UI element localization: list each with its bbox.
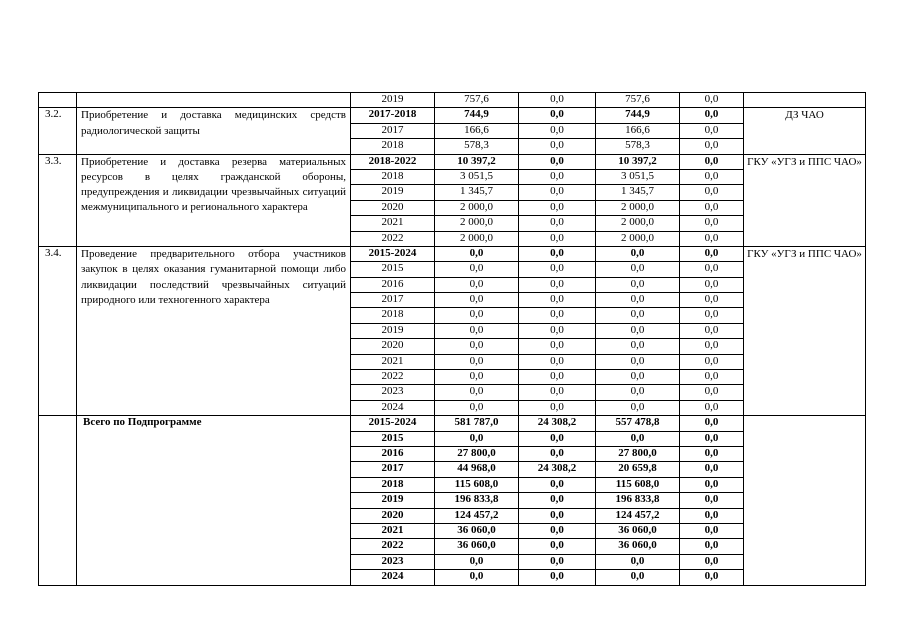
year-cell: 2017	[351, 293, 435, 308]
total-amount-cell: 0,0	[435, 570, 519, 585]
district-budget-cell: 10 397,2	[596, 154, 680, 169]
year-cell: 2015-2024	[351, 416, 435, 431]
other-sources-cell: 0,0	[680, 277, 744, 292]
federal-budget-cell: 0,0	[519, 169, 596, 184]
year-cell: 2023	[351, 385, 435, 400]
other-sources-cell: 0,0	[680, 108, 744, 123]
executor-cell: ГКУ «УГЗ и ППС ЧАО»	[744, 246, 866, 415]
other-sources-cell: 0,0	[680, 446, 744, 461]
district-budget-cell: 578,3	[596, 139, 680, 154]
row-number-cell	[39, 93, 77, 108]
total-amount-cell: 0,0	[435, 431, 519, 446]
district-budget-cell: 0,0	[596, 339, 680, 354]
federal-budget-cell: 0,0	[519, 185, 596, 200]
year-cell: 2017	[351, 123, 435, 138]
other-sources-cell: 0,0	[680, 169, 744, 184]
other-sources-cell: 0,0	[680, 293, 744, 308]
description-cell	[77, 93, 351, 108]
total-amount-cell: 2 000,0	[435, 200, 519, 215]
other-sources-cell: 0,0	[680, 308, 744, 323]
district-budget-cell: 744,9	[596, 108, 680, 123]
total-amount-cell: 0,0	[435, 246, 519, 261]
federal-budget-cell: 0,0	[519, 385, 596, 400]
other-sources-cell: 0,0	[680, 216, 744, 231]
district-budget-cell: 2 000,0	[596, 216, 680, 231]
total-amount-cell: 166,6	[435, 123, 519, 138]
district-budget-cell: 0,0	[596, 323, 680, 338]
other-sources-cell: 0,0	[680, 339, 744, 354]
year-cell: 2017	[351, 462, 435, 477]
district-budget-cell: 0,0	[596, 262, 680, 277]
federal-budget-cell: 0,0	[519, 246, 596, 261]
federal-budget-cell: 0,0	[519, 570, 596, 585]
total-amount-cell: 0,0	[435, 400, 519, 415]
year-cell: 2021	[351, 523, 435, 538]
total-amount-cell: 0,0	[435, 554, 519, 569]
federal-budget-cell: 0,0	[519, 308, 596, 323]
federal-budget-cell: 0,0	[519, 231, 596, 246]
other-sources-cell: 0,0	[680, 416, 744, 431]
year-cell: 2020	[351, 508, 435, 523]
total-amount-cell: 2 000,0	[435, 216, 519, 231]
district-budget-cell: 0,0	[596, 431, 680, 446]
district-budget-cell: 1 345,7	[596, 185, 680, 200]
total-amount-cell: 124 457,2	[435, 508, 519, 523]
other-sources-cell: 0,0	[680, 385, 744, 400]
other-sources-cell: 0,0	[680, 123, 744, 138]
total-amount-cell: 44 968,0	[435, 462, 519, 477]
federal-budget-cell: 0,0	[519, 493, 596, 508]
district-budget-cell: 0,0	[596, 246, 680, 261]
description-cell: Проведение предварительного отбора участников закупок в целях оказания гуманитарной помощи либо ликвидации последствий чрезвычайных ситуаций природного или техногенного характера	[77, 246, 351, 415]
total-amount-cell: 1 345,7	[435, 185, 519, 200]
total-amount-cell: 744,9	[435, 108, 519, 123]
year-cell: 2015	[351, 262, 435, 277]
other-sources-cell: 0,0	[680, 139, 744, 154]
year-cell: 2023	[351, 554, 435, 569]
other-sources-cell: 0,0	[680, 246, 744, 261]
row-number-cell: 3.4.	[39, 246, 77, 415]
federal-budget-cell: 0,0	[519, 523, 596, 538]
total-amount-cell: 115 608,0	[435, 477, 519, 492]
federal-budget-cell: 0,0	[519, 262, 596, 277]
total-amount-cell: 0,0	[435, 262, 519, 277]
year-cell: 2020	[351, 339, 435, 354]
executor-cell: ГКУ «УГЗ и ППС ЧАО»	[744, 154, 866, 246]
district-budget-cell: 36 060,0	[596, 539, 680, 554]
other-sources-cell: 0,0	[680, 523, 744, 538]
executor-cell	[744, 93, 866, 108]
total-amount-cell: 0,0	[435, 277, 519, 292]
total-amount-cell: 3 051,5	[435, 169, 519, 184]
other-sources-cell: 0,0	[680, 400, 744, 415]
table-row	[39, 108, 866, 123]
federal-budget-cell: 24 308,2	[519, 462, 596, 477]
federal-budget-cell: 0,0	[519, 216, 596, 231]
year-cell: 2022	[351, 539, 435, 554]
district-budget-cell: 0,0	[596, 277, 680, 292]
table-row	[39, 154, 866, 169]
description-cell: Приобретение и доставка резерва материальных ресурсов в целях гражданской обороны, предупреждения и ликвидации чрезвычайных ситуаций межмуниципального и регионального характера	[77, 154, 351, 246]
row-number-cell	[39, 416, 77, 585]
district-budget-cell: 0,0	[596, 400, 680, 415]
federal-budget-cell: 0,0	[519, 323, 596, 338]
federal-budget-cell: 0,0	[519, 446, 596, 461]
year-cell: 2019	[351, 185, 435, 200]
year-cell: 2018	[351, 169, 435, 184]
district-budget-cell: 2 000,0	[596, 231, 680, 246]
other-sources-cell: 0,0	[680, 539, 744, 554]
total-amount-cell: 36 060,0	[435, 523, 519, 538]
district-budget-cell: 757,6	[596, 93, 680, 108]
other-sources-cell: 0,0	[680, 185, 744, 200]
total-amount-cell: 27 800,0	[435, 446, 519, 461]
district-budget-cell: 115 608,0	[596, 477, 680, 492]
other-sources-cell: 0,0	[680, 231, 744, 246]
other-sources-cell: 0,0	[680, 554, 744, 569]
year-cell: 2021	[351, 216, 435, 231]
total-row	[39, 416, 866, 431]
other-sources-cell: 0,0	[680, 431, 744, 446]
table-row	[39, 93, 866, 108]
other-sources-cell: 0,0	[680, 462, 744, 477]
district-budget-cell: 36 060,0	[596, 523, 680, 538]
year-cell: 2015	[351, 431, 435, 446]
total-amount-cell: 0,0	[435, 308, 519, 323]
district-budget-cell: 166,6	[596, 123, 680, 138]
year-cell: 2022	[351, 370, 435, 385]
federal-budget-cell: 0,0	[519, 108, 596, 123]
district-budget-cell: 0,0	[596, 370, 680, 385]
district-budget-cell: 124 457,2	[596, 508, 680, 523]
total-amount-cell: 196 833,8	[435, 493, 519, 508]
other-sources-cell: 0,0	[680, 200, 744, 215]
federal-budget-cell: 0,0	[519, 370, 596, 385]
year-cell: 2021	[351, 354, 435, 369]
other-sources-cell: 0,0	[680, 570, 744, 585]
total-amount-cell: 10 397,2	[435, 154, 519, 169]
district-budget-cell: 0,0	[596, 308, 680, 323]
district-budget-cell: 0,0	[596, 385, 680, 400]
program-table	[38, 92, 866, 586]
total-amount-cell: 2 000,0	[435, 231, 519, 246]
other-sources-cell: 0,0	[680, 262, 744, 277]
description-cell: Приобретение и доставка медицинских средств радиологической защиты	[77, 108, 351, 154]
other-sources-cell: 0,0	[680, 477, 744, 492]
total-amount-cell: 578,3	[435, 139, 519, 154]
district-budget-cell: 3 051,5	[596, 169, 680, 184]
year-cell: 2022	[351, 231, 435, 246]
total-amount-cell: 0,0	[435, 370, 519, 385]
year-cell: 2016	[351, 446, 435, 461]
table-row	[39, 246, 866, 261]
total-amount-cell: 36 060,0	[435, 539, 519, 554]
federal-budget-cell: 0,0	[519, 539, 596, 554]
other-sources-cell: 0,0	[680, 154, 744, 169]
federal-budget-cell: 0,0	[519, 123, 596, 138]
total-amount-cell: 0,0	[435, 339, 519, 354]
total-amount-cell: 0,0	[435, 354, 519, 369]
federal-budget-cell: 0,0	[519, 293, 596, 308]
federal-budget-cell: 0,0	[519, 200, 596, 215]
federal-budget-cell: 0,0	[519, 139, 596, 154]
district-budget-cell: 557 478,8	[596, 416, 680, 431]
total-amount-cell: 757,6	[435, 93, 519, 108]
federal-budget-cell: 0,0	[519, 339, 596, 354]
other-sources-cell: 0,0	[680, 508, 744, 523]
federal-budget-cell: 0,0	[519, 93, 596, 108]
federal-budget-cell: 24 308,2	[519, 416, 596, 431]
district-budget-cell: 27 800,0	[596, 446, 680, 461]
year-cell: 2018	[351, 139, 435, 154]
executor-cell	[744, 416, 866, 585]
other-sources-cell: 0,0	[680, 370, 744, 385]
other-sources-cell: 0,0	[680, 493, 744, 508]
district-budget-cell: 0,0	[596, 554, 680, 569]
federal-budget-cell: 0,0	[519, 508, 596, 523]
row-number-cell: 3.3.	[39, 154, 77, 246]
year-cell: 2018	[351, 308, 435, 323]
executor-cell: ДЗ ЧАО	[744, 108, 866, 154]
year-cell: 2018	[351, 477, 435, 492]
total-amount-cell: 0,0	[435, 323, 519, 338]
year-cell: 2016	[351, 277, 435, 292]
year-cell: 2024	[351, 570, 435, 585]
federal-budget-cell: 0,0	[519, 277, 596, 292]
year-cell: 2017-2018	[351, 108, 435, 123]
row-number-cell: 3.2.	[39, 108, 77, 154]
year-cell: 2015-2024	[351, 246, 435, 261]
district-budget-cell: 2 000,0	[596, 200, 680, 215]
federal-budget-cell: 0,0	[519, 554, 596, 569]
total-amount-cell: 581 787,0	[435, 416, 519, 431]
year-cell: 2020	[351, 200, 435, 215]
total-amount-cell: 0,0	[435, 385, 519, 400]
federal-budget-cell: 0,0	[519, 154, 596, 169]
other-sources-cell: 0,0	[680, 93, 744, 108]
other-sources-cell: 0,0	[680, 354, 744, 369]
federal-budget-cell: 0,0	[519, 431, 596, 446]
year-cell: 2019	[351, 323, 435, 338]
year-cell: 2019	[351, 93, 435, 108]
district-budget-cell: 20 659,8	[596, 462, 680, 477]
district-budget-cell: 0,0	[596, 354, 680, 369]
year-cell: 2024	[351, 400, 435, 415]
district-budget-cell: 0,0	[596, 293, 680, 308]
district-budget-cell: 0,0	[596, 570, 680, 585]
year-cell: 2019	[351, 493, 435, 508]
total-title-cell: Всего по Подпрограмме	[77, 416, 351, 585]
federal-budget-cell: 0,0	[519, 354, 596, 369]
district-budget-cell: 196 833,8	[596, 493, 680, 508]
total-amount-cell: 0,0	[435, 293, 519, 308]
year-cell: 2018-2022	[351, 154, 435, 169]
federal-budget-cell: 0,0	[519, 477, 596, 492]
federal-budget-cell: 0,0	[519, 400, 596, 415]
other-sources-cell: 0,0	[680, 323, 744, 338]
